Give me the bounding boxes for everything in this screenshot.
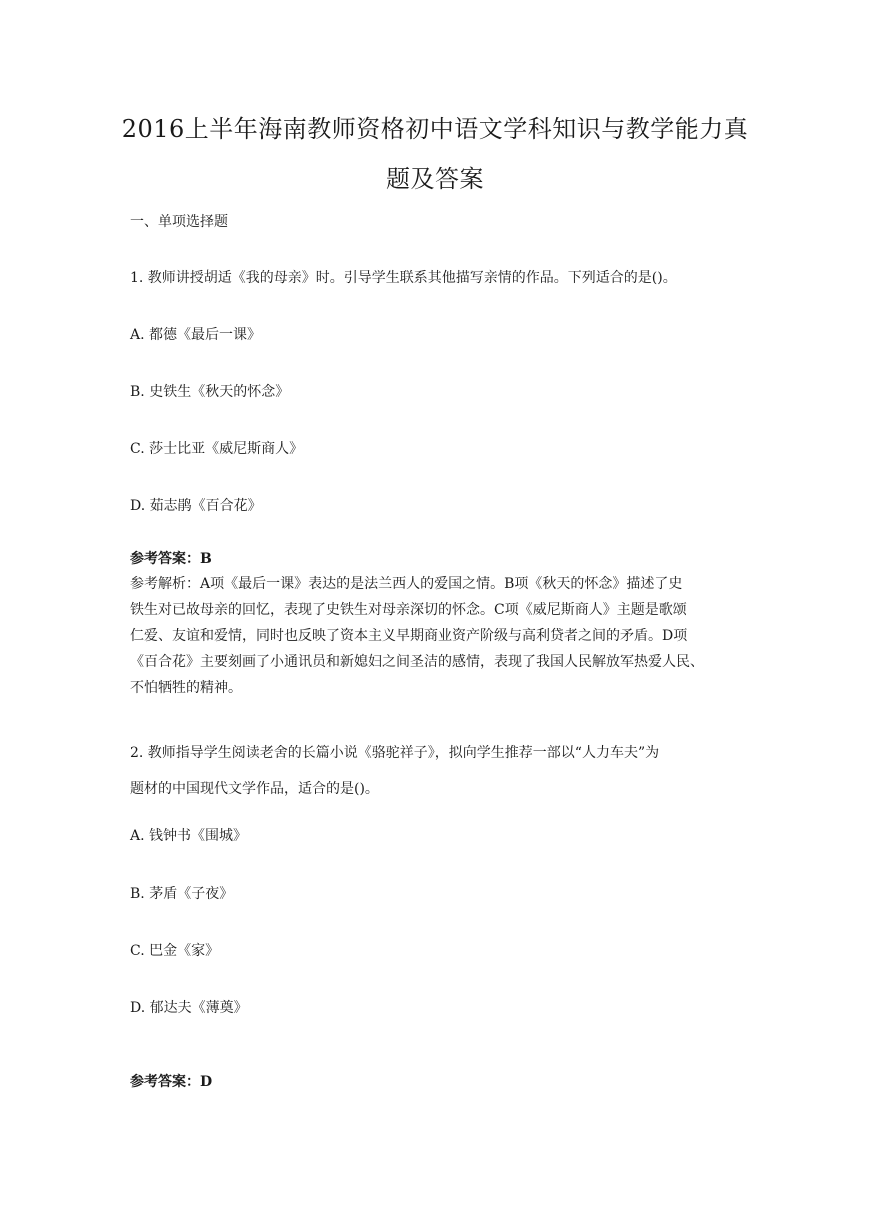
question-2-stem-line-2: 题材的中国现代文学作品，适合的是()。 — [130, 781, 379, 797]
analysis-line-4: 《百合花》主要刻画了小通讯员和新媳妇之间圣洁的感情，表现了我国人民解放军热爱人民、 — [130, 654, 704, 670]
analysis-line-3: 仁爱、友谊和爱情，同时也反映了资本主义早期商业资产阶级与高利贷者之间的矛盾。D项 — [130, 628, 688, 644]
section-heading: 一、单项选择题 — [130, 214, 228, 230]
question-1-option-d: D. 茹志鹃《百合花》 — [130, 498, 262, 514]
question-2-option-c: C. 巴金《家》 — [130, 943, 220, 959]
question-1-answer: 参考答案：B — [130, 551, 212, 567]
document-title — [110, 104, 760, 204]
analysis-line-2: 铁生对已故母亲的回忆，表现了史铁生对母亲深切的怀念。C项《威尼斯商人》主题是歌颂 — [130, 602, 687, 618]
question-2-answer: 参考答案：D — [130, 1074, 213, 1090]
question-1-analysis — [130, 571, 740, 701]
title-line-1: 2016上半年海南教师资格初中语文学科知识与教学能力真 — [121, 115, 749, 143]
question-1-stem: 1. 教师讲授胡适《我的母亲》时。引导学生联系其他描写亲情的作品。下列适合的是()。 — [130, 270, 677, 286]
analysis-line-5: 不怕牺牲的精神。 — [130, 680, 242, 696]
question-2-option-b: B. 茅盾《子夜》 — [130, 886, 234, 902]
question-2-option-d: D. 郁达夫《薄奠》 — [130, 1000, 248, 1016]
question-2-stem — [130, 735, 740, 807]
question-1-option-c: C. 莎士比亚《威尼斯商人》 — [130, 441, 304, 457]
question-2-option-a: A. 钱钟书《围城》 — [130, 828, 248, 844]
question-1-option-a: A. 都德《最后一课》 — [130, 327, 262, 343]
question-1-option-b: B. 史铁生《秋天的怀念》 — [130, 384, 290, 400]
question-2-stem-line-1: 2. 教师指导学生阅读老舍的长篇小说《骆驼祥子》，拟向学生推荐一部以“人力车夫”为 — [130, 745, 660, 761]
title-line-2: 题及答案 — [386, 165, 484, 193]
analysis-line-1: 参考解析：A项《最后一课》表达的是法兰西人的爱国之情。B项《秋天的怀念》描述了史 — [130, 576, 683, 592]
